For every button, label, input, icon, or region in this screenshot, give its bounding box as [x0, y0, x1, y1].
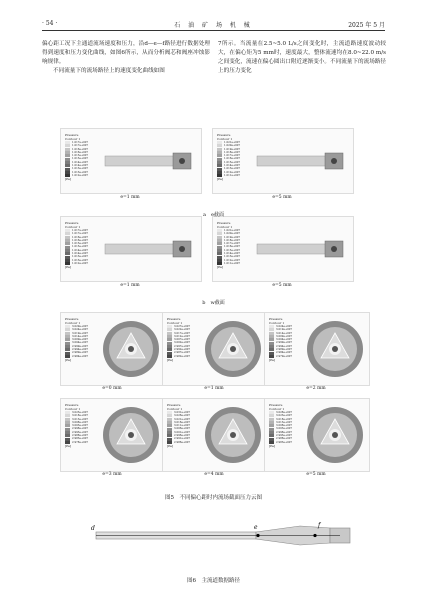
ring-contour — [61, 399, 165, 471]
ring-contour — [163, 399, 267, 471]
legend-unit: [Pa] — [269, 357, 276, 362]
legend-tick: 1.014e+007 — [65, 252, 103, 255]
legend-tick: 1.013e+007 — [65, 259, 103, 262]
label-f: f — [318, 522, 321, 529]
legend-tick: 1.016e+007 — [217, 245, 255, 248]
legend-tick: 2.986e+007 — [167, 441, 205, 444]
legend-unit: [Pa] — [65, 357, 72, 362]
panel-label: e=3 mm — [102, 472, 122, 477]
legend-tick: 1.019e+007 — [217, 148, 255, 151]
legend-title: Pressure — [269, 317, 283, 321]
legend-tick: 1.014e+007 — [65, 249, 103, 252]
legend-tick: 3.014e+007 — [65, 335, 103, 338]
legend-tick: 3.011e+007 — [167, 424, 205, 427]
legend-tick: 2.994e+007 — [269, 345, 307, 348]
legend-tick: 1.013e+007 — [65, 255, 103, 258]
center-point — [230, 346, 236, 352]
legend-tick: 3.029e+007 — [65, 325, 103, 328]
legend-tick: 2.983e+007 — [65, 437, 103, 440]
legend-tick: 1.017e+007 — [217, 242, 255, 245]
panel-label: e=1 mm — [120, 195, 140, 200]
label-d: d — [91, 525, 95, 532]
figure6-caption: 图6 主流道数据路径 — [187, 578, 240, 584]
legend-tick: 2.998e+007 — [269, 431, 307, 434]
legend-tick: 1.019e+007 — [217, 236, 255, 239]
legend-subtitle: Contour 1 — [217, 225, 233, 229]
legend-tick: 2.979e+007 — [269, 355, 307, 358]
pipe-contour — [61, 217, 201, 281]
legend-tick: 3.026e+007 — [167, 414, 205, 417]
pipe-contour — [213, 217, 353, 281]
legend-tick: 2.999e+007 — [65, 345, 103, 348]
ring-pressure-panel — [162, 312, 268, 386]
legend-tick: 2.997e+007 — [167, 345, 205, 348]
page-number: · 54 · — [42, 20, 58, 27]
legend-tick: 1.014e+007 — [217, 252, 255, 255]
panel-label: e=4 mm — [204, 472, 224, 477]
legend-tick: 2.984e+007 — [269, 351, 307, 354]
legend-tick: 3.004e+007 — [65, 341, 103, 344]
valve-core — [179, 158, 185, 164]
pipe-pressure-panel — [212, 128, 354, 194]
legend-tick: 3.019e+007 — [269, 328, 307, 331]
legend-subtitle: Contour 1 — [269, 407, 285, 411]
legend-subtitle: Contour 1 — [65, 137, 81, 141]
legend-tick: 2.982e+007 — [167, 355, 205, 358]
legend-tick: 3.006e+007 — [167, 427, 205, 430]
label-e: e — [254, 524, 258, 531]
legend-tick: 1.018e+007 — [217, 239, 255, 242]
center-point — [128, 432, 134, 438]
legend-tick: 1.015e+007 — [65, 154, 103, 157]
legend-tick: 1.021e+007 — [217, 229, 255, 232]
legend-tick: 3.001e+007 — [167, 431, 205, 434]
ring-pressure-panel — [264, 398, 370, 472]
legend-tick: 1.012e+007 — [217, 171, 255, 174]
legend-unit: [Pa] — [167, 357, 174, 362]
legend-tick: 2.978e+007 — [65, 441, 103, 444]
legend-tick: 3.007e+007 — [167, 338, 205, 341]
legend-unit: [Pa] — [217, 177, 224, 182]
figure5-subcaption-a: a e截面 — [203, 212, 224, 218]
legend-tick: 1.014e+007 — [65, 161, 103, 164]
legend-title: Pressure — [167, 317, 181, 321]
legend-title: Pressure — [65, 317, 79, 321]
panel-label: e=5 mm — [306, 472, 326, 477]
pipe-pressure-panel — [60, 216, 202, 282]
legend-subtitle: Contour 1 — [217, 137, 233, 141]
legend-subtitle: Contour 1 — [65, 407, 81, 411]
figure6-path-diagram — [0, 512, 427, 562]
pipe-body — [105, 156, 181, 166]
legend-tick: 2.994e+007 — [65, 348, 103, 351]
pipe-pressure-panel — [212, 216, 354, 282]
ring-contour — [265, 313, 369, 385]
legend-subtitle: Contour 1 — [269, 321, 285, 325]
left-column — [42, 40, 210, 76]
ring-contour — [61, 313, 165, 385]
legend-tick: 3.019e+007 — [65, 332, 103, 335]
legend-tick: 2.999e+007 — [269, 341, 307, 344]
ring-pressure-panel — [162, 398, 268, 472]
pipe-pressure-panel — [60, 128, 202, 194]
panel-label: e=2 mm — [306, 386, 326, 391]
legend-tick: 2.988e+007 — [269, 437, 307, 440]
legend-tick: 3.031e+007 — [167, 411, 205, 414]
right-paragraph-1: 7所示。当流量在2.5~5.0 L/s之间变化时，主流道路速度波动较大，在偏心矩为5 mm时，速度最大，整体流速均在8.0~22.0 m/s之间变化，流速在偏心圆出口附近逐渐变小。不同流量下的流场路径上的压力变化 — [218, 41, 386, 74]
point-e-marker — [256, 534, 259, 537]
legend-tick: 1.014e+007 — [65, 164, 103, 167]
legend-tick: 1.011e+007 — [217, 262, 255, 265]
legend-tick: 3.013e+007 — [65, 418, 103, 421]
legend-tick: 1.013e+007 — [217, 167, 255, 170]
point-f-marker — [313, 534, 316, 537]
legend-tick: 2.987e+007 — [167, 351, 205, 354]
ring-pressure-panel — [264, 312, 370, 386]
legend-tick: 3.023e+007 — [269, 414, 307, 417]
legend-tick: 1.020e+007 — [217, 232, 255, 235]
legend-tick: 1.016e+007 — [65, 236, 103, 239]
legend-tick: 1.015e+007 — [65, 245, 103, 248]
left-paragraph-1: 偏心距工况下主通道流场速度和压力，沿d—e—f路径进行数据处理得到速度和压力变化曲线，如图6所示，从而分析阀芯和阀座冲蚀影响规律。 — [42, 41, 210, 65]
pipe-contour — [61, 129, 201, 193]
issue-date: 2025 年 5 月 — [348, 22, 385, 29]
legend-tick: 1.015e+007 — [217, 161, 255, 164]
legend-subtitle: Contour 1 — [65, 225, 81, 229]
legend-tick: 2.996e+007 — [167, 434, 205, 437]
legend-tick: 1.017e+007 — [217, 154, 255, 157]
legend-subtitle: Contour 1 — [65, 321, 81, 325]
legend-tick: 2.984e+007 — [65, 355, 103, 358]
legend-subtitle: Contour 1 — [167, 321, 183, 325]
legend-tick: 1.016e+007 — [65, 239, 103, 242]
legend-tick: 2.993e+007 — [65, 431, 103, 434]
legend-title: Pressure — [65, 221, 79, 225]
legend-tick: 3.012e+007 — [167, 335, 205, 338]
left-paragraph-2: 不同流量下的流场路径上的速度变化曲线如图 — [53, 68, 165, 74]
figure5-caption: 图5 不同偏心距时内流场截面压力云图 — [164, 495, 262, 501]
legend-tick: 3.008e+007 — [65, 421, 103, 424]
legend-tick: 1.017e+007 — [65, 141, 103, 144]
legend-subtitle: Contour 1 — [167, 407, 183, 411]
legend-tick: 3.003e+007 — [65, 424, 103, 427]
running-header — [42, 18, 385, 31]
legend-title: Pressure — [217, 221, 231, 225]
panel-label: e=0 mm — [102, 386, 122, 391]
legend-unit: [Pa] — [65, 443, 72, 448]
legend-tick: 3.014e+007 — [269, 332, 307, 335]
legend-title: Pressure — [269, 403, 283, 407]
center-point — [332, 432, 338, 438]
figure5-subcaption-b: b w截面 — [202, 300, 225, 306]
legend-tick: 1.017e+007 — [65, 229, 103, 232]
legend-tick: 3.008e+007 — [269, 424, 307, 427]
legend-tick: 1.013e+007 — [65, 171, 103, 174]
legend-tick: 1.020e+007 — [217, 144, 255, 147]
legend-unit: [Pa] — [269, 443, 276, 448]
legend-tick: 3.016e+007 — [167, 421, 205, 424]
legend-tick: 1.017e+007 — [65, 144, 103, 147]
legend-tick: 1.015e+007 — [65, 157, 103, 160]
center-point — [128, 346, 134, 352]
legend-tick: 1.011e+007 — [217, 174, 255, 177]
legend-tick: 2.992e+007 — [167, 348, 205, 351]
legend-tick: 3.004e+007 — [269, 338, 307, 341]
legend-title: Pressure — [167, 403, 181, 407]
legend-tick: 3.009e+007 — [65, 338, 103, 341]
legend-tick: 1.016e+007 — [217, 157, 255, 160]
panel-label: e=5 mm — [272, 283, 292, 288]
legend-tick: 3.028e+007 — [269, 411, 307, 414]
panel-label: e=1 mm — [120, 283, 140, 288]
legend-tick: 3.018e+007 — [269, 418, 307, 421]
legend-title: Pressure — [65, 403, 79, 407]
valve-core — [331, 158, 337, 164]
legend-tick: 1.012e+007 — [65, 262, 103, 265]
ring-pressure-panel — [60, 398, 166, 472]
legend-tick: 2.991e+007 — [167, 437, 205, 440]
legend-tick: 3.027e+007 — [167, 325, 205, 328]
legend-tick: 2.998e+007 — [65, 427, 103, 430]
legend-tick: 3.003e+007 — [269, 427, 307, 430]
center-point — [332, 346, 338, 352]
pipe-body — [257, 156, 333, 166]
legend-tick: 1.012e+007 — [65, 174, 103, 177]
ring-pressure-panel — [60, 312, 166, 386]
legend-unit: [Pa] — [65, 177, 72, 182]
pipe-contour — [213, 129, 353, 193]
valve-core — [331, 246, 337, 252]
legend-tick: 1.013e+007 — [217, 255, 255, 258]
legend-unit: [Pa] — [167, 443, 174, 448]
legend-title: Pressure — [217, 133, 231, 137]
legend-tick: 1.021e+007 — [217, 141, 255, 144]
legend-tick: 3.009e+007 — [269, 335, 307, 338]
legend-tick: 2.989e+007 — [269, 348, 307, 351]
legend-tick: 3.023e+007 — [65, 411, 103, 414]
legend-tick: 3.017e+007 — [167, 332, 205, 335]
legend-tick: 1.017e+007 — [65, 232, 103, 235]
legend-tick: 1.018e+007 — [217, 151, 255, 154]
legend-tick: 1.016e+007 — [65, 148, 103, 151]
ring-contour — [265, 399, 369, 471]
pipe-body — [105, 244, 181, 254]
legend-tick: 3.024e+007 — [65, 328, 103, 331]
legend-tick: 3.002e+007 — [167, 341, 205, 344]
panel-label: e=1 mm — [204, 386, 224, 391]
legend-tick: 2.988e+007 — [65, 434, 103, 437]
legend-tick: 1.012e+007 — [217, 259, 255, 262]
legend-tick: 1.014e+007 — [217, 164, 255, 167]
legend-tick: 3.022e+007 — [167, 328, 205, 331]
legend-tick: 1.016e+007 — [65, 151, 103, 154]
pipe-body — [257, 244, 333, 254]
legend-tick: 1.015e+007 — [65, 242, 103, 245]
legend-tick: 1.013e+007 — [65, 167, 103, 170]
valve-core — [179, 246, 185, 252]
legend-tick: 3.021e+007 — [167, 418, 205, 421]
right-column — [218, 40, 386, 76]
journal-title: 石 油 矿 场 机 械 — [174, 22, 253, 29]
legend-unit: [Pa] — [65, 265, 72, 270]
legend-tick: 1.015e+007 — [217, 249, 255, 252]
ring-contour — [163, 313, 267, 385]
legend-tick: 2.993e+007 — [269, 434, 307, 437]
legend-tick: 2.989e+007 — [65, 351, 103, 354]
legend-title: Pressure — [65, 133, 79, 137]
center-point — [230, 432, 236, 438]
legend-tick: 3.013e+007 — [269, 421, 307, 424]
legend-unit: [Pa] — [217, 265, 224, 270]
legend-tick: 3.024e+007 — [269, 325, 307, 328]
panel-label: e=5 mm — [272, 195, 292, 200]
legend-tick: 3.018e+007 — [65, 414, 103, 417]
legend-tick: 2.983e+007 — [269, 441, 307, 444]
